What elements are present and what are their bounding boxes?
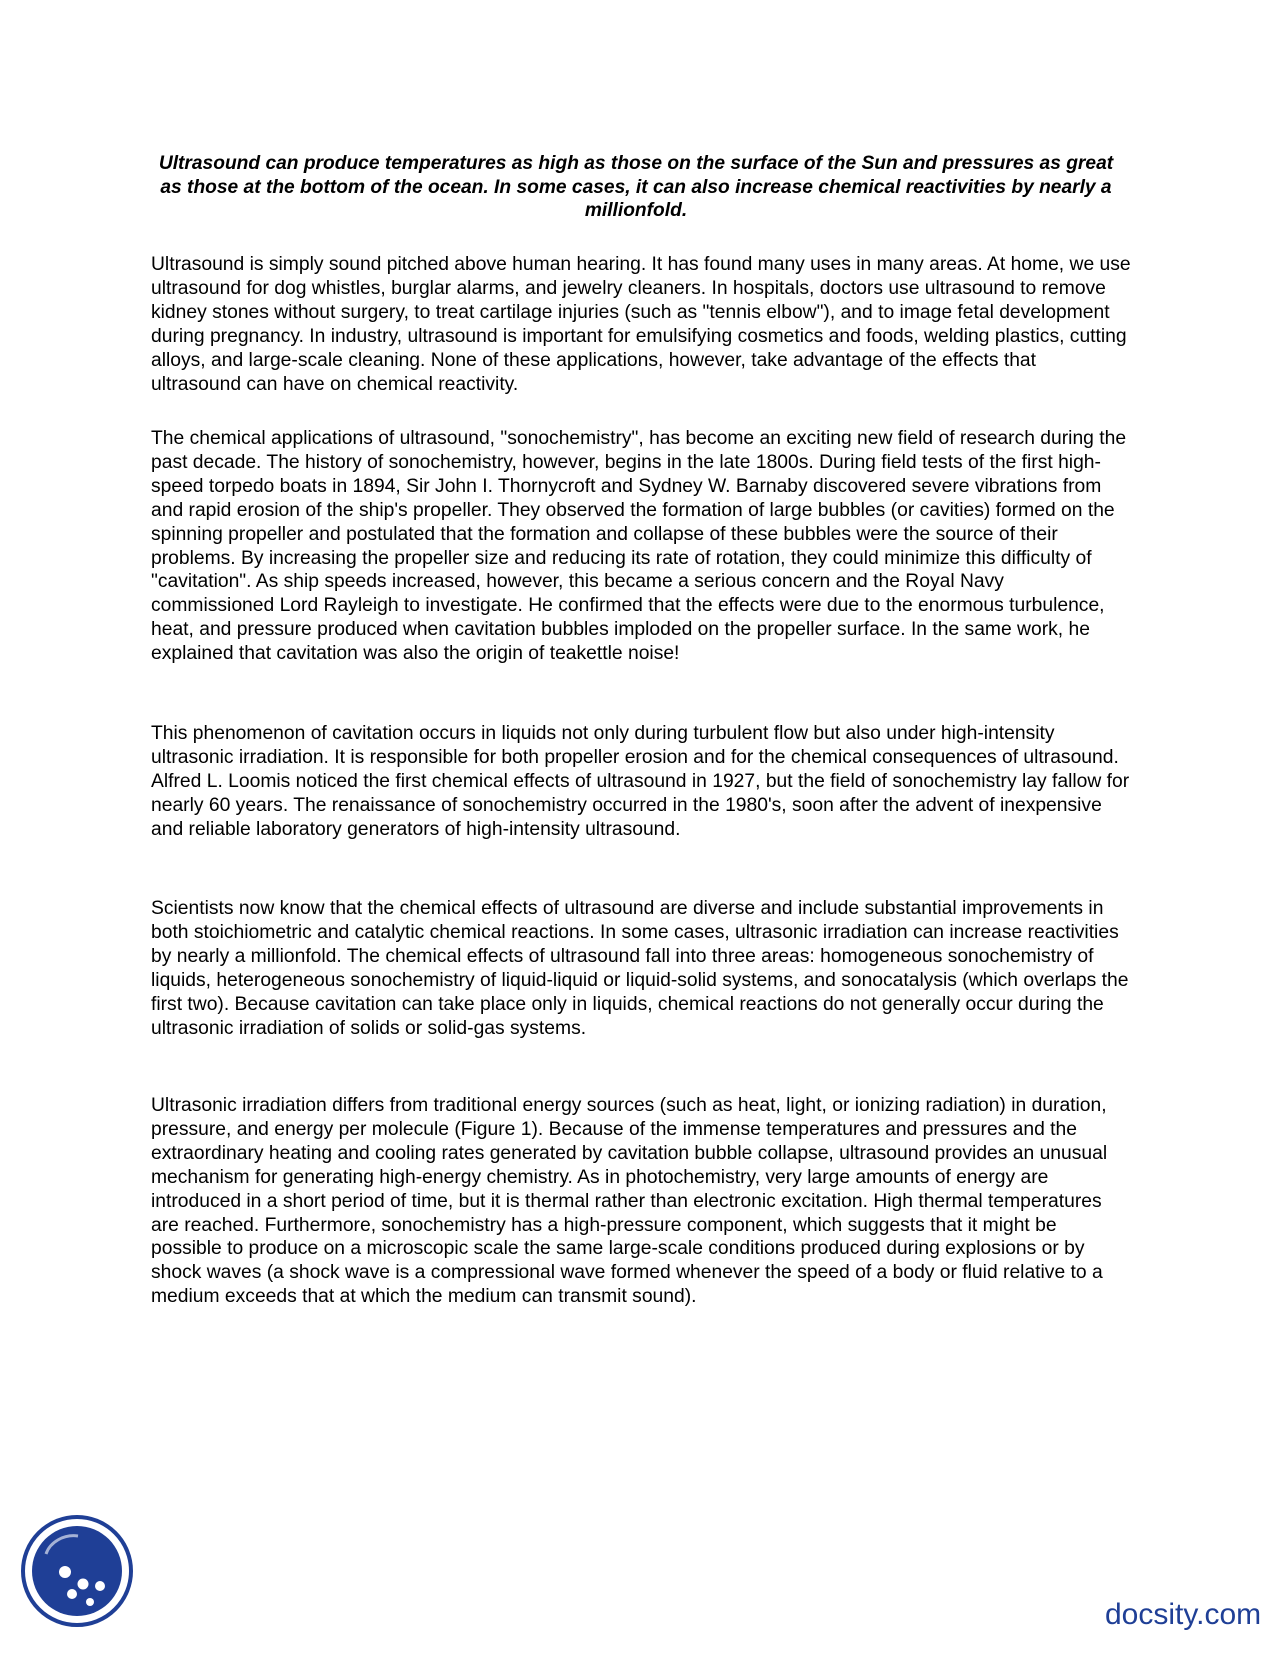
paragraph-ultrasound-uses: Ultrasound is simply sound pitched above human hearing. It has found many uses in many areas. At home, we use ultrasound for dog whistles, burglar alarms, and jewelry cleaners. In hospitals, doctors use ultrasound to remove kidney stones without surgery, to treat cartilage injuries (such as "tennis elbow"), and to image fetal development during pregnancy. In industry, ultrasound is important for emulsifying cosmetics and foods, welding plastics, cutting alloys, and large-scale cleaning. None of these applications, however, take advantage of the effects that ultrasound can have on chemical reactivity. (151, 254, 1131, 395)
docsity-logo-icon (20, 1514, 134, 1628)
docsity-brand-link[interactable]: docsity.com (1105, 1598, 1262, 1631)
lead-statement: Ultrasound can produce temperatures as high as those on the surface of the Sun and pressures as great as those at the bottom of the ocean. In some cases, it can also increase chemical reactivities by nearly a millionfold. (158, 153, 1114, 221)
paragraph-sonochemistry-history: The chemical applications of ultrasound, "sonochemistry", has become an exciting new field of research during the past decade. The history of sonochemistry, however, begins in the late 1800s. During field tests of the first high-speed torpedo boats in 1894, Sir John I. Thornycroft and Sydney W. Barnaby discovered severe vibrations from and rapid erosion of the ship's propeller. They observed the formation of large bubbles (or cavities) formed on the spinning propeller and postulated that the formation and collapse of these bubbles were the source of their problems. By increasing the propeller size and reducing its rate of rotation, they could minimize this difficulty of "cavitation". As ship speeds increased, however, this became a serious concern and the Royal Navy commissioned Lord Rayleigh to investigate. He confirmed that the effects were due to the enormous turbulence, heat, and pressure produced when cavitation bubbles imploded on the propeller surface. In the same work, he explained that cavitation was also the origin of teakettle noise! (151, 428, 1127, 665)
paragraph-chemical-effects: Scientists now know that the chemical effects of ultrasound are diverse and include substantial improvements in both stoichiometric and catalytic chemical reactions. In some cases, ultrasonic irradiation can increase reactivities by nearly a millionfold. The chemical effects of ultrasound fall into three areas: homogeneous sonochemistry of liquids, heterogeneous sonochemistry of liquid-liquid or liquid-solid systems, and sonocatalysis (which overlaps the first two). Because cavitation can take place only in liquids, chemical reactions do not generally occur during the ultrasonic irradiation of solids or solid-gas systems. (151, 898, 1129, 1039)
paragraph-cavitation-phenomenon: This phenomenon of cavitation occurs in liquids not only during turbulent flow but also under high-intensity ultrasonic irradiation. It is responsible for both propeller erosion and for the chemical consequences of ultrasound. Alfred L. Loomis noticed the first chemical effects of ultrasound in 1927, but the field of sonochemistry lay fallow for nearly 60 years. The renaissance of sonochemistry occurred in the 1980's, soon after the advent of inexpensive and reliable laboratory generators of high-intensity ultrasound. (151, 723, 1130, 840)
paragraph-energy-sources: Ultrasonic irradiation differs from traditional energy sources (such as heat, light, or ionizing radiation) in duration, pressure, and energy per molecule (Figure 1). Because of the immense temperatures and pressures and the extraordinary heating and cooling rates generated by cavitation bubble collapse, ultrasound provides an unusual mechanism for generating high-energy chemistry. As in photochemistry, very large amounts of energy are introduced in a short period of time, but it is thermal rather than electronic excitation. High thermal temperatures are reached. Furthermore, sonochemistry has a high-pressure component, which suggests that it might be possible to produce on a microscopic scale the same large-scale conditions produced during explosions or by shock waves (a shock wave is a compressional wave formed whenever the speed of a body or fluid relative to a medium exceeds that at which the medium can transmit sound). (151, 1095, 1108, 1308)
